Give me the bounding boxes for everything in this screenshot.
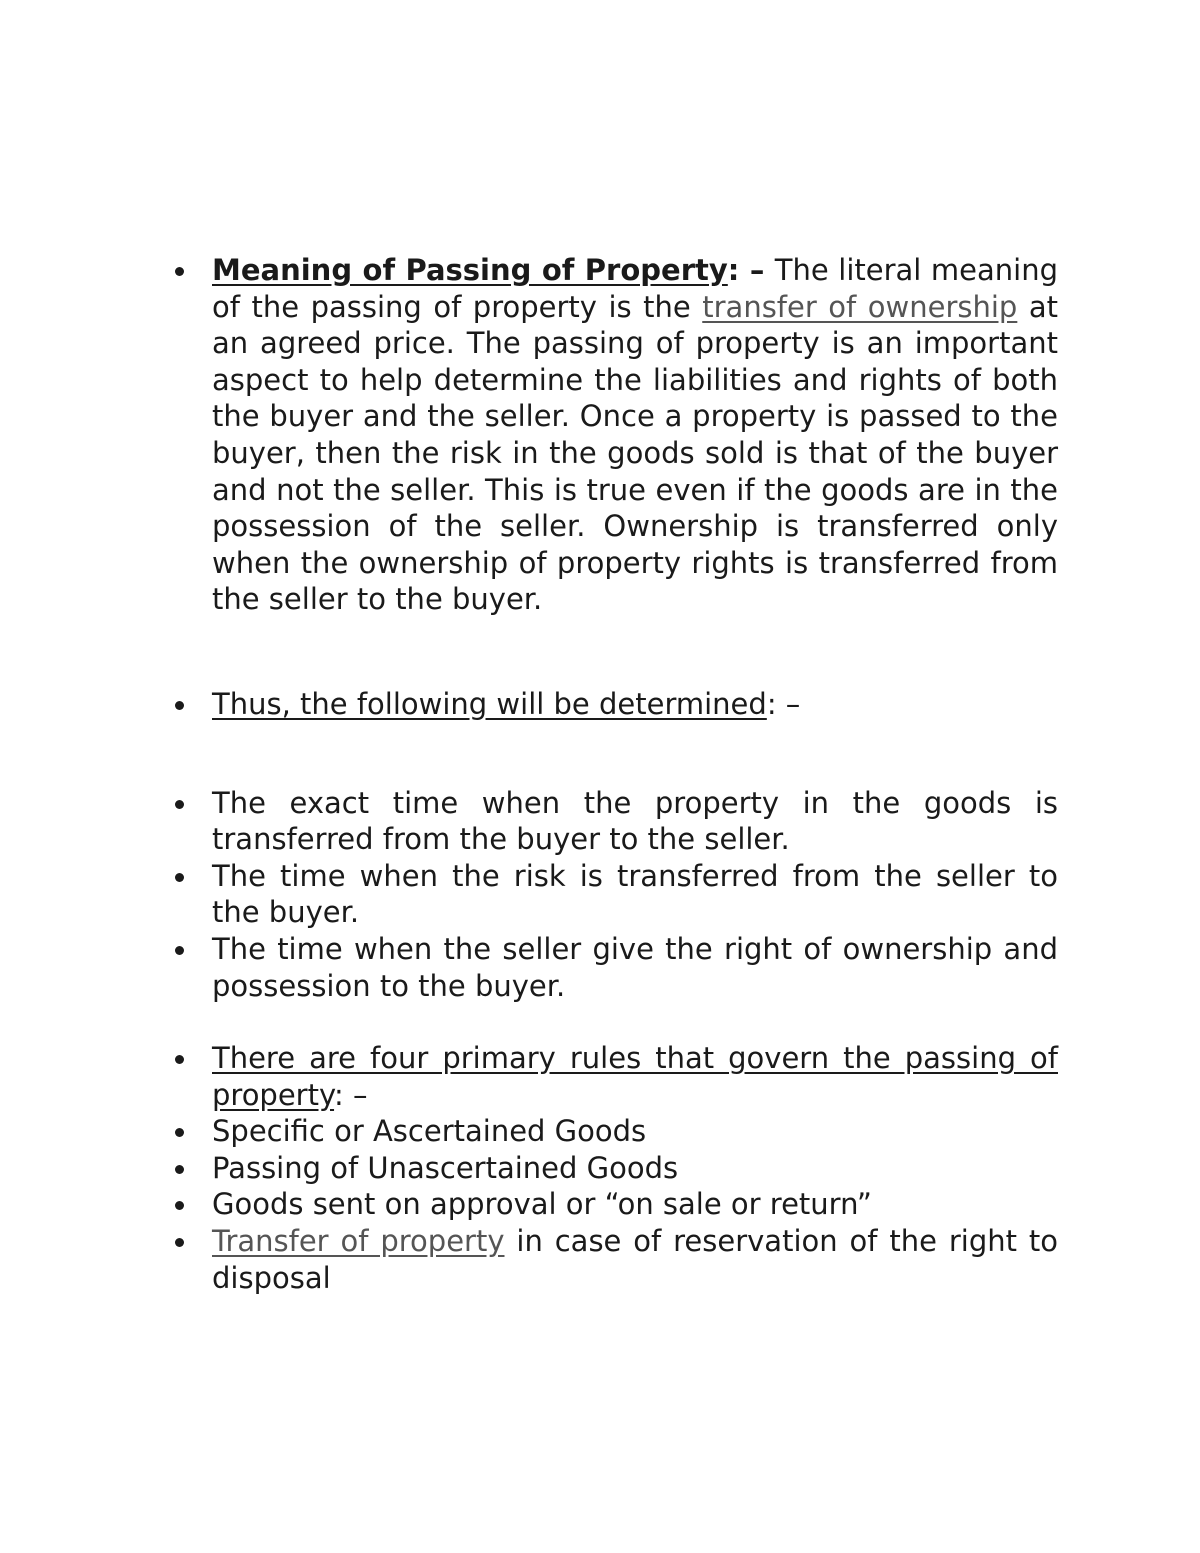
rule-text: Specific or Ascertained Goods xyxy=(212,1114,647,1149)
thus-heading: Thus, the following will be determined xyxy=(212,686,767,721)
list-item-rule xyxy=(212,1150,1058,1187)
list-item-rule xyxy=(212,1223,1058,1296)
rules-heading: There are four primary rules that govern the passing of property xyxy=(212,1041,1058,1112)
list-item-rules-heading xyxy=(212,1040,1058,1113)
meaning-text-before-link: The literal meaning of the passing of property is the xyxy=(212,253,1058,324)
list-item-determination xyxy=(212,785,1058,858)
meaning-text-after-link: at an agreed price. The passing of property is an important aspect to help determine the liabilities and rights of both the buyer and the seller. Once a property is passed to the buyer, then the risk in the goods sold is that of the buyer and not the seller. This is true even if the goods are in the possession of the seller. Ownership is transferred only when the ownership of property rights is transferred from the seller to the buyer. xyxy=(212,289,1058,617)
document-page xyxy=(212,252,1058,1296)
list-item-determination xyxy=(212,931,1058,1004)
rule-text: Goods sent on approval or “on sale or return” xyxy=(212,1187,872,1222)
determination-text: The exact time when the property in the goods is transferred from the buyer to the seller. xyxy=(212,785,1058,857)
determination-text: The time when the seller give the right of ownership and possession to the buyer. xyxy=(212,931,1058,1003)
list-item-determination xyxy=(212,858,1058,931)
list-item-rule xyxy=(212,1186,1058,1223)
determination-text: The time when the risk is transferred from the seller to the buyer. xyxy=(212,858,1058,930)
list-item-rule xyxy=(212,1113,1058,1150)
meaning-heading: Meaning of Passing of Property xyxy=(212,253,728,287)
transfer-of-ownership-link[interactable]: transfer of ownership xyxy=(702,289,1018,324)
rule-text: Passing of Unascertained Goods xyxy=(212,1150,679,1185)
meaning-dash: – xyxy=(739,253,775,287)
rule-text: in case of reservation of the right to disposal xyxy=(212,1224,1058,1295)
list-item-thus xyxy=(212,686,1058,723)
thus-suffix: : – xyxy=(766,686,801,721)
transfer-of-property-link[interactable]: Transfer of property xyxy=(212,1224,505,1259)
meaning-heading-colon: : xyxy=(727,253,740,287)
list-item-meaning xyxy=(212,252,1058,618)
rules-suffix: : – xyxy=(334,1077,368,1112)
